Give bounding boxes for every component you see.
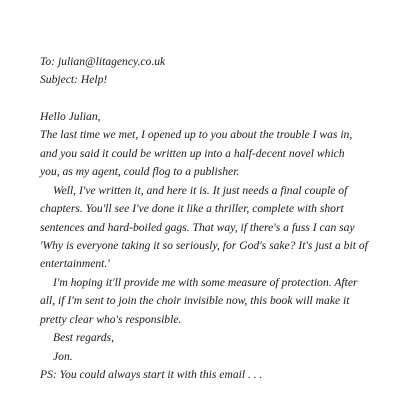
body-line: sentences and hard-boiled gags. That way, if there's a fuss I can say	[40, 221, 355, 234]
to-line: To: julian@litagency.co.uk	[40, 55, 166, 68]
body-line: The last time we met, I opened up to you about the trouble I was in,	[40, 128, 353, 141]
signoff: Best regards,	[53, 331, 114, 344]
body-line: you, as my agent, could flog to a publisher.	[40, 165, 240, 178]
body-line: entertainment.'	[40, 257, 110, 270]
body-line: 'Why is everyone taking it so seriously, for God's sake? It's just a bit of	[40, 239, 368, 252]
greeting: Hello Julian,	[40, 110, 101, 123]
postscript: PS: You could always start it with this email . . .	[40, 368, 263, 381]
body-line: chapters. You'll see I've done it like a thriller, complete with short	[40, 202, 344, 215]
subject-line: Subject: Help!	[40, 73, 108, 86]
body-line: Well, I've written it, and here it is. It just needs a final couple of	[53, 184, 348, 197]
body-line: and you said it could be written up into a half-decent novel which	[40, 147, 345, 160]
body-line: all, if I'm sent to join the choir invisible now, this book will make it	[40, 294, 350, 307]
body-line: pretty clear who's responsible.	[40, 313, 182, 326]
body-line: I'm hoping it'll provide me with some measure of protection. After	[53, 276, 358, 289]
signature: Jon.	[53, 350, 73, 363]
